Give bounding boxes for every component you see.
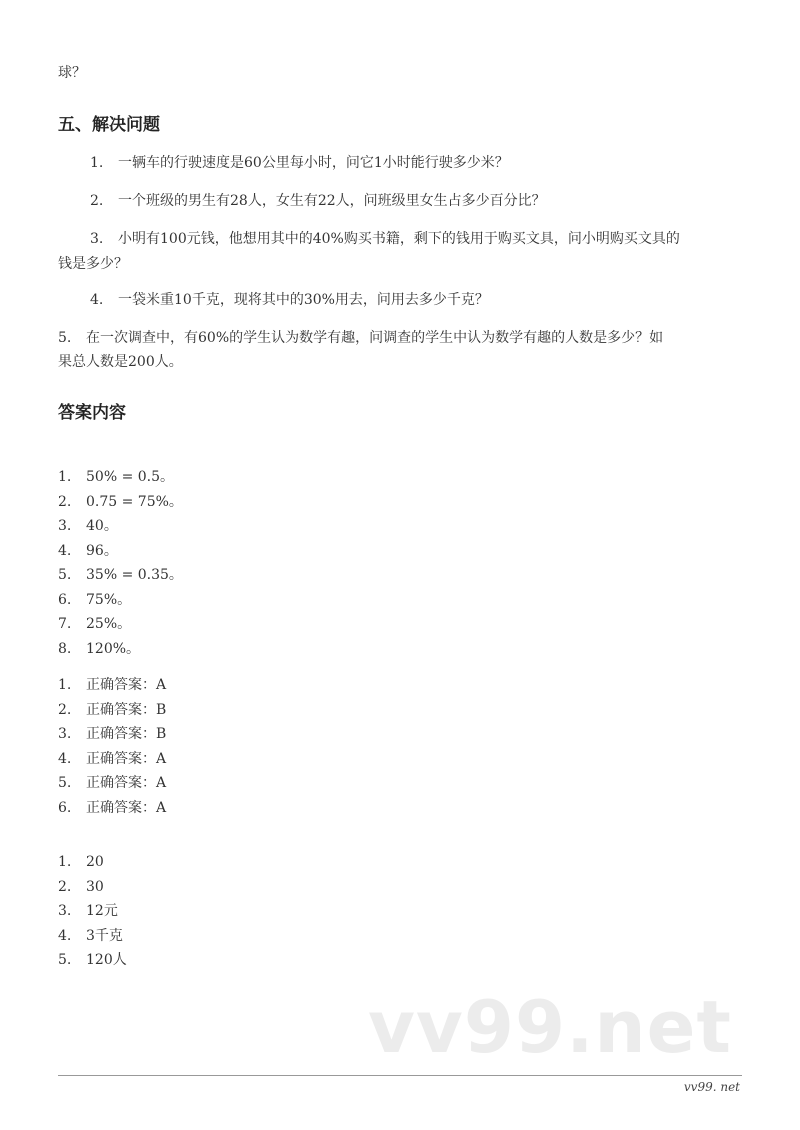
answer-item — [58, 724, 166, 744]
answer-text: 30 — [86, 878, 104, 895]
answer-number: 7. — [58, 616, 72, 632]
answer-text: 120人 — [86, 952, 127, 968]
answer-number: 4. — [58, 542, 72, 559]
question-text: 一袋米重10千克，现将其中的30%用去，问用去多少千克？ — [118, 292, 489, 308]
answer-item — [58, 877, 104, 897]
footer-text: vv99. net — [683, 1080, 740, 1094]
answer-text: 12元 — [86, 903, 118, 919]
answer-text: 50% = 0.5。 — [86, 469, 175, 485]
question-text: 一个班级的男生有28人，女生有22人，问班级里女生占多少百分比？ — [118, 193, 546, 209]
question-number: 4. — [90, 292, 104, 308]
answer-number: 6. — [58, 591, 72, 608]
question-item — [90, 153, 509, 173]
answers-title: 答案内容 — [58, 403, 126, 423]
answer-number: 5. — [58, 775, 72, 791]
answer-text: 25%。 — [86, 616, 132, 632]
question-text-continued: 果总人数是200人。 — [58, 354, 183, 370]
section-title: 五、解决问题 — [58, 115, 160, 135]
question-item — [90, 191, 546, 211]
question-text: 一辆车的行驶速度是60公里每小时，问它1小时能行驶多少米？ — [118, 155, 509, 171]
answer-number: 6. — [58, 799, 72, 816]
question-number: 2. — [90, 193, 104, 209]
answer-item — [58, 700, 166, 720]
answer-number: 3. — [58, 726, 72, 742]
answer-number: 2. — [58, 878, 72, 895]
question-item — [58, 328, 663, 348]
answer-item — [58, 516, 118, 536]
answer-number: 4. — [58, 750, 72, 767]
answer-item — [58, 926, 123, 946]
answer-item — [58, 492, 183, 512]
answer-text: 正确答案：A — [86, 775, 167, 791]
question-text: 在一次调查中，有60%的学生认为数学有趣，问调查的学生中认为数学有趣的人数是多少？如 — [86, 330, 664, 346]
answer-item — [58, 565, 183, 585]
question-item — [90, 229, 680, 249]
answer-number: 1. — [58, 677, 72, 693]
answer-number: 5. — [58, 567, 72, 583]
answer-item — [58, 590, 131, 610]
answer-item — [58, 467, 174, 487]
answer-number: 1. — [58, 854, 72, 870]
answer-text: 35% = 0.35。 — [86, 567, 183, 583]
answer-number: 3. — [58, 518, 72, 534]
question-number: 5. — [58, 330, 72, 346]
answer-number: 5. — [58, 952, 72, 968]
question-text: 小明有100元钱，他想用其中的40%购买书籍，剩下的钱用于购买文具，问小明购买文具的 — [118, 231, 680, 247]
answer-text: 正确答案：B — [86, 726, 167, 742]
answer-item — [58, 852, 104, 872]
answer-number: 8. — [58, 640, 72, 657]
question-text-continued: 钱是多少？ — [58, 256, 128, 272]
answer-text: 20 — [86, 854, 104, 870]
answer-item — [58, 541, 118, 561]
answer-text: 正确答案：A — [86, 799, 167, 816]
answer-text: 96。 — [86, 542, 118, 559]
answer-item — [58, 675, 166, 695]
answer-item — [58, 798, 166, 818]
answer-text: 75%。 — [86, 591, 132, 608]
answer-text: 正确答案：A — [86, 750, 167, 767]
answer-text: 正确答案：A — [86, 677, 167, 693]
answer-item — [58, 614, 131, 634]
answer-text: 40。 — [86, 518, 118, 534]
answer-item — [58, 950, 127, 970]
answer-number: 2. — [58, 493, 72, 510]
answer-number: 4. — [58, 927, 72, 944]
answer-number: 2. — [58, 701, 72, 718]
answer-item — [58, 901, 118, 921]
answer-text: 120%。 — [86, 640, 141, 657]
answer-text: 0.75 = 75%。 — [86, 493, 183, 510]
question-number: 1. — [90, 155, 104, 171]
question-item — [90, 290, 489, 310]
answer-text: 3千克 — [86, 927, 123, 944]
previous-question-tail: 球？ — [58, 65, 86, 81]
watermark: vv99.net — [368, 985, 732, 1069]
answer-text: 正确答案：B — [86, 701, 167, 718]
question-number: 3. — [90, 231, 104, 247]
answer-item — [58, 773, 166, 793]
answer-item — [58, 749, 166, 769]
footer-divider — [58, 1075, 742, 1076]
answer-number: 3. — [58, 903, 72, 919]
answer-number: 1. — [58, 469, 72, 485]
answer-item — [58, 639, 140, 659]
